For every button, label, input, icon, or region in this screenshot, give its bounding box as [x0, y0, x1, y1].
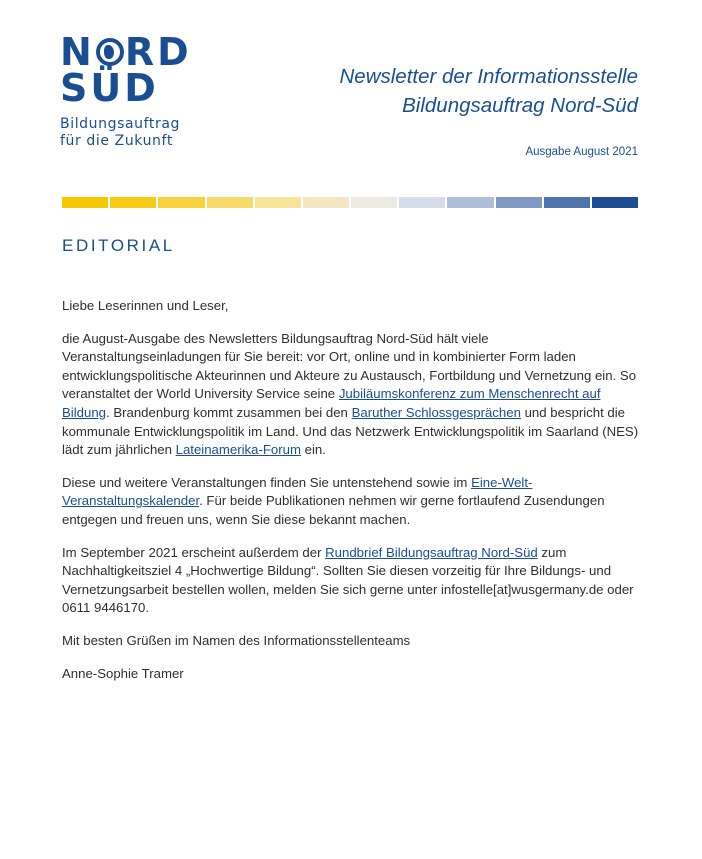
- logo-word-nord: [60, 30, 200, 74]
- link-baruther-schlossgespraeche[interactable]: Baruther Schlossgesprächen: [351, 404, 521, 420]
- color-bar-segment: [255, 197, 301, 208]
- p1-text-c: und bespricht die kommunale Entwicklungspolitik im Land. Und das Netzwerk Entwicklungspolitik im Saarland (NES) lädt zum jährlichen: [62, 404, 639, 458]
- newsletter-title-line2: Bildungsauftrag Nord-Süd: [402, 94, 638, 117]
- logo-word-sued: SÜD: [60, 66, 159, 110]
- color-bar-segment: [447, 197, 493, 208]
- newsletter-title: [339, 62, 638, 120]
- logo-letter-n: N: [60, 30, 95, 74]
- link-veranstaltungskalender[interactable]: Eine-Welt-Veranstaltungskalender: [62, 474, 533, 509]
- p2-text-b: . Für beide Publikationen nehmen wir gerne fortlaufend Zusendungen entgegen und freuen uns, wenn Sie diese bekannt machen.: [62, 493, 605, 527]
- color-bar-segment: [544, 197, 590, 208]
- color-bar-segment: [158, 197, 204, 208]
- link-rundbrief[interactable]: Rundbrief Bildungsauftrag Nord-Süd: [325, 544, 538, 560]
- p1-text-a: die August-Ausgabe des Newsletters Bildungsauftrag Nord-Süd hält viele Veranstaltungseinladungen für Sie bereit: vor Ort, online und in kombinierter Form laden entwicklungspolitische Akteurinnen und Akteure zu Austausch, Fortbildung und Vernetzung ein. So veranstaltet der World University Service seine: [62, 330, 637, 402]
- color-bar-segment: [351, 197, 397, 208]
- color-bar-segment: [496, 197, 542, 208]
- globe-icon: [96, 38, 124, 66]
- section-title: EDITORIAL: [62, 236, 175, 255]
- paragraph-1: [62, 330, 640, 460]
- closing: Mit besten Grüßen im Namen des Informationsstellenteams: [62, 632, 411, 648]
- color-bar-segment: [303, 197, 349, 208]
- p1-text-d: ein.: [300, 442, 326, 458]
- logo-tagline-line2: für die Zukunft: [60, 133, 173, 149]
- salutation: Liebe Leserinnen und Leser,: [62, 298, 229, 313]
- link-jubilaeumskonferenz[interactable]: Jubiläumskonferenz zum Menschenrecht auf Bildung: [62, 386, 601, 420]
- color-bar-segment: [110, 197, 156, 208]
- editorial-body: [62, 297, 640, 697]
- logo-letters-rd: RD: [124, 30, 192, 74]
- p3-text-a: Im September 2021 erscheint außerdem der: [62, 544, 326, 560]
- color-bar-segment: [399, 197, 445, 208]
- logo: [60, 30, 200, 150]
- color-bar: [62, 197, 638, 208]
- color-bar-segment: [592, 197, 638, 208]
- paragraph-2: [62, 474, 640, 530]
- paragraph-3: [62, 544, 640, 618]
- logo-tagline-line1: Bildungsauftrag: [60, 116, 181, 132]
- link-lateinamerika-forum[interactable]: Lateinamerika-Forum: [175, 442, 301, 458]
- signature: Anne-Sophie Tramer: [62, 665, 184, 681]
- color-bar-segment: [62, 197, 108, 208]
- color-bar-segment: [207, 197, 253, 208]
- newsletter-title-line1: Newsletter der Informationsstelle: [339, 65, 638, 88]
- p3-text-b: zum Nachhaltigkeitsziel 4 „Hochwertige Bildung“. Sollten Sie diesen vorzeitig für Ihre Bildungs- und Vernetzungsarbeit bestellen wollen, melden Sie sich gerne unter infostelle[at]wusgermany.de oder 0611 9446170.: [62, 544, 634, 616]
- p2-text-a: Diese und weitere Veranstaltungen finden Sie untenstehend sowie im: [62, 474, 472, 490]
- logo-tagline: [60, 116, 200, 150]
- issue-label: Ausgabe August 2021: [525, 146, 638, 158]
- p1-text-b: . Brandenburg kommt zusammen bei den: [106, 404, 352, 420]
